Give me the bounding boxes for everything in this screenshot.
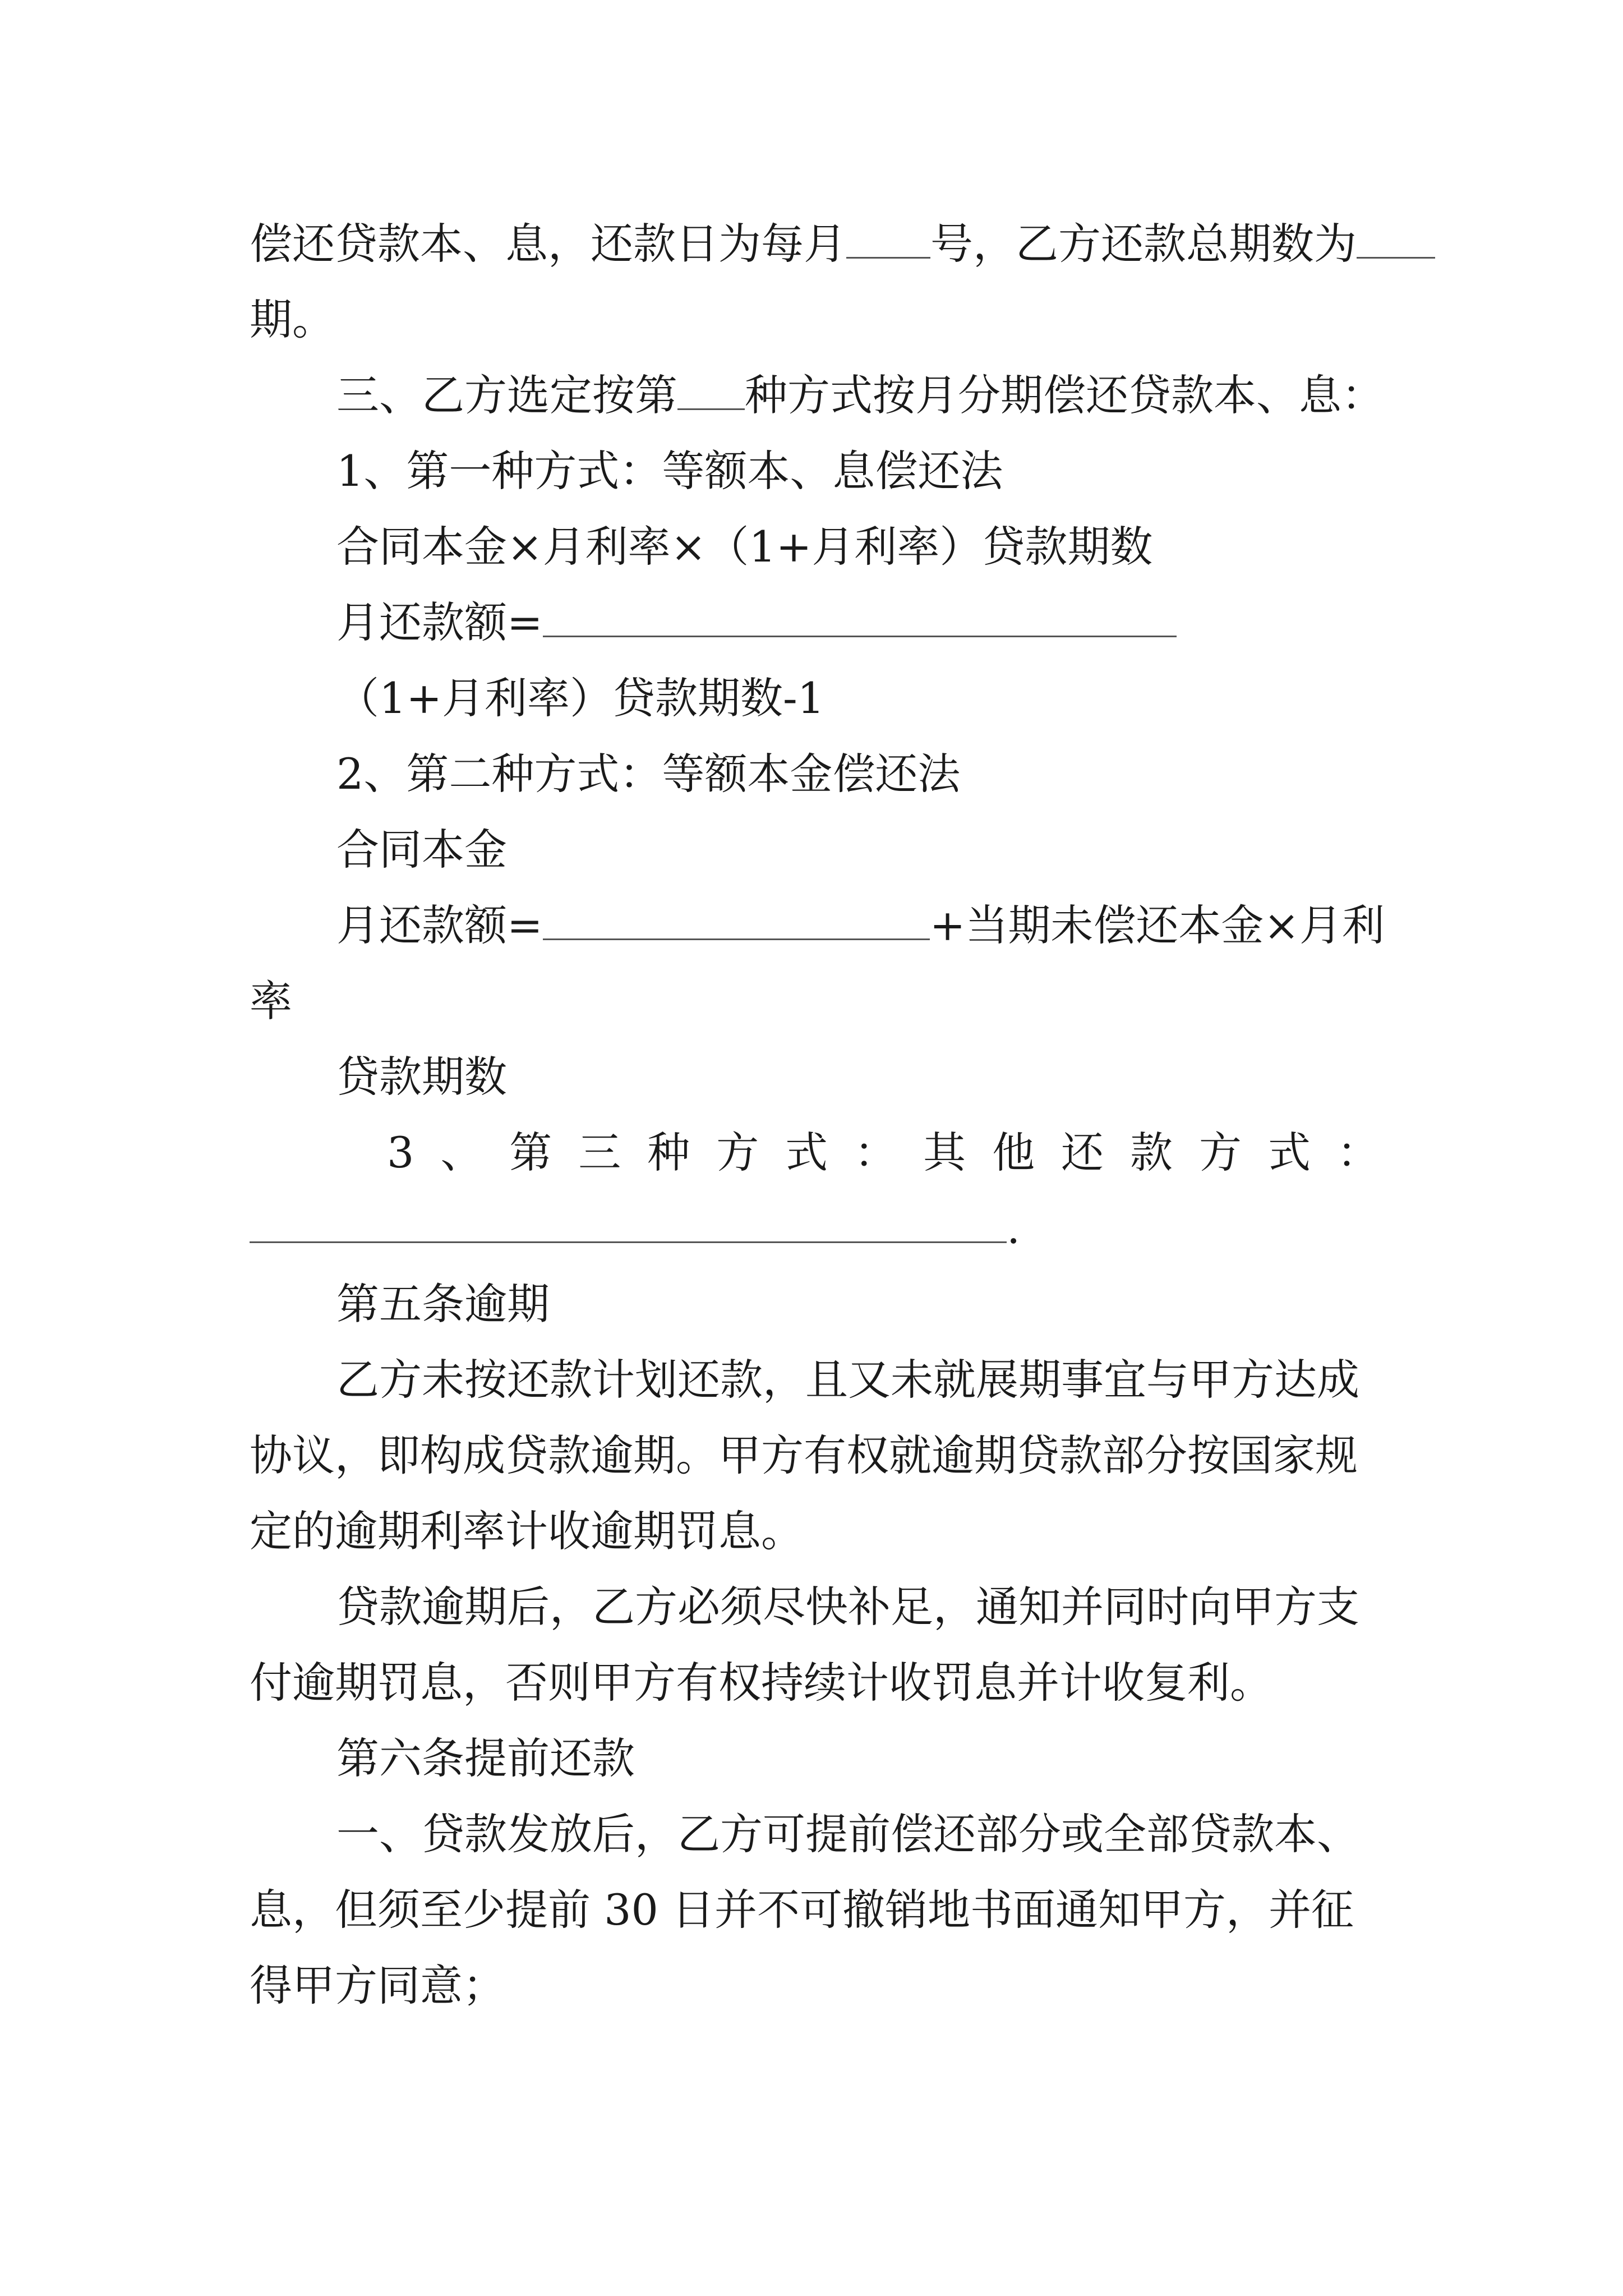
- text-line: 付逾期罚息，否则甲方有权持续计收罚息并计收复利。: [250, 1658, 1272, 1708]
- char: 三: [578, 1128, 621, 1177]
- text-segment: 种方式按月分期偿还贷款本、息：: [745, 370, 1384, 420]
- fraction-line: [543, 904, 930, 940]
- blank-line: [1357, 222, 1435, 259]
- text-line: 率: [250, 976, 292, 1026]
- text-line: 1、第一种方式：等额本、息偿还法: [336, 446, 1003, 496]
- text-segment: 月还款额=: [336, 900, 543, 950]
- text-line: 贷款期数: [336, 1052, 507, 1102]
- text-line: [336, 367, 1384, 424]
- char: 方: [1198, 1128, 1242, 1177]
- text-line: [336, 595, 1177, 651]
- char: 种: [647, 1128, 690, 1177]
- text-segment: 偿还贷款本、息，还款日为每月: [250, 219, 846, 269]
- blank-line: [677, 374, 745, 410]
- char: 款: [1130, 1128, 1173, 1177]
- char: 、: [440, 1128, 483, 1177]
- text-line: 协议，即构成贷款逾期。甲方有权就逾期贷款部分按国家规: [250, 1430, 1358, 1480]
- blank-line: [846, 222, 930, 259]
- char: 第: [509, 1128, 552, 1177]
- char: 方: [716, 1128, 759, 1177]
- fraction-line: [543, 601, 1177, 637]
- blank-line: [250, 1207, 1007, 1243]
- spread-line: [387, 1125, 1380, 1181]
- char: 其: [923, 1128, 966, 1177]
- char: 还: [1061, 1128, 1104, 1177]
- text-line: [250, 1200, 1020, 1257]
- text-line: 合同本金: [336, 825, 507, 875]
- text-line: 定的逾期利率计收逾期罚息。: [250, 1506, 804, 1556]
- text-segment: 号，乙方还款总期数为: [930, 219, 1357, 269]
- char: 式: [1267, 1128, 1311, 1177]
- char: 他: [992, 1128, 1035, 1177]
- text-segment: 三、乙方选定按第: [336, 370, 677, 420]
- text-segment: .: [1007, 1203, 1021, 1253]
- text-segment: 月还款额=: [336, 597, 543, 647]
- text-line: 乙方未按还款计划还款，且又未就展期事宜与甲方达成: [336, 1355, 1359, 1405]
- section-heading: 第六条提前还款: [336, 1733, 635, 1783]
- char: 3: [387, 1128, 414, 1177]
- text-line: 一、贷款发放后，乙方可提前偿还部分或全部贷款本、: [336, 1809, 1359, 1859]
- char: 式: [785, 1128, 828, 1177]
- section-heading: 第五条逾期: [336, 1279, 550, 1329]
- text-line: 得甲方同意；: [250, 1961, 505, 2010]
- text-line: （1+月利率）贷款期数-1: [336, 673, 825, 723]
- text-line: [336, 898, 1385, 954]
- text-line: 贷款逾期后，乙方必须尽快补足，通知并同时向甲方支: [336, 1582, 1359, 1632]
- text-line: 期。: [250, 295, 335, 344]
- text-segment: +当期未偿还本金×月利: [929, 900, 1385, 950]
- text-line: 息，但须至少提前 30 日并不可撤销地书面通知甲方，并征: [250, 1885, 1354, 1935]
- text-line: 2、第二种方式：等额本金偿还法: [336, 749, 961, 799]
- text-line: 合同本金×月利率×（1+月利率）贷款期数: [336, 522, 1153, 572]
- text-line: [250, 216, 1435, 272]
- char: ：: [1336, 1128, 1380, 1177]
- char: ：: [854, 1128, 897, 1177]
